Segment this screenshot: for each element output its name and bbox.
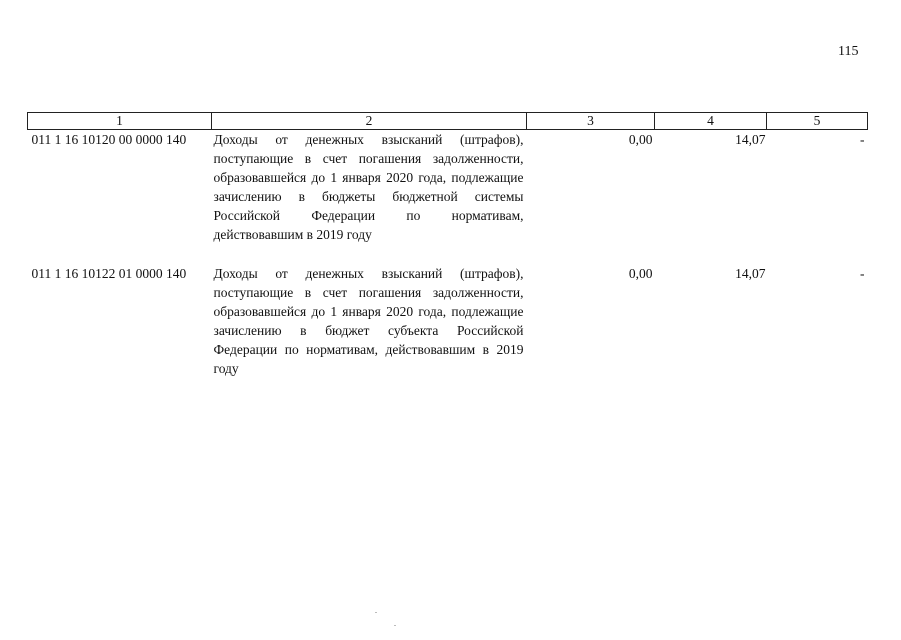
table-row [28, 244, 868, 378]
column-header-4: 4 [655, 113, 767, 130]
column-header-2: 2 [212, 113, 527, 130]
column-3-value: 0,00 [628, 266, 653, 281]
budget-code-cell: 011 1 16 10122 01 0000 140 [31, 266, 187, 281]
budget-code-cell: 011 1 16 10120 00 0000 140 [31, 132, 187, 147]
table-header-row [28, 113, 868, 130]
column-header-5: 5 [767, 113, 868, 130]
table-row [28, 130, 868, 245]
budget-table [27, 112, 868, 378]
column-3-value: 0,00 [628, 132, 653, 147]
page-number: 115 [838, 44, 859, 59]
scan-speck [394, 625, 396, 626]
description-cell: Доходы от денежных взысканий (штрафов), поступающие в счет погашения задолженности, образовавшейся до 1 января 2020 года, подлежащие зачислению в бюджет субъекта Российской Федерации по нормативам, действовавшим в 2019 году [213, 266, 524, 376]
column-5-value: - [860, 266, 865, 281]
column-4-value: 14,07 [735, 132, 766, 147]
description-cell: Доходы от денежных взысканий (штрафов), поступающие в счет погашения задолженности, образовавшейся до 1 января 2020 года, подлежащие зачислению в бюджеты бюджетной системы Российской Федерации по нормативам, действовавшим в 2019 году [213, 132, 524, 242]
column-4-value: 14,07 [735, 266, 766, 281]
column-5-value: - [860, 132, 865, 147]
column-header-3: 3 [527, 113, 655, 130]
scan-speck [375, 612, 377, 613]
column-header-1: 1 [28, 113, 212, 130]
